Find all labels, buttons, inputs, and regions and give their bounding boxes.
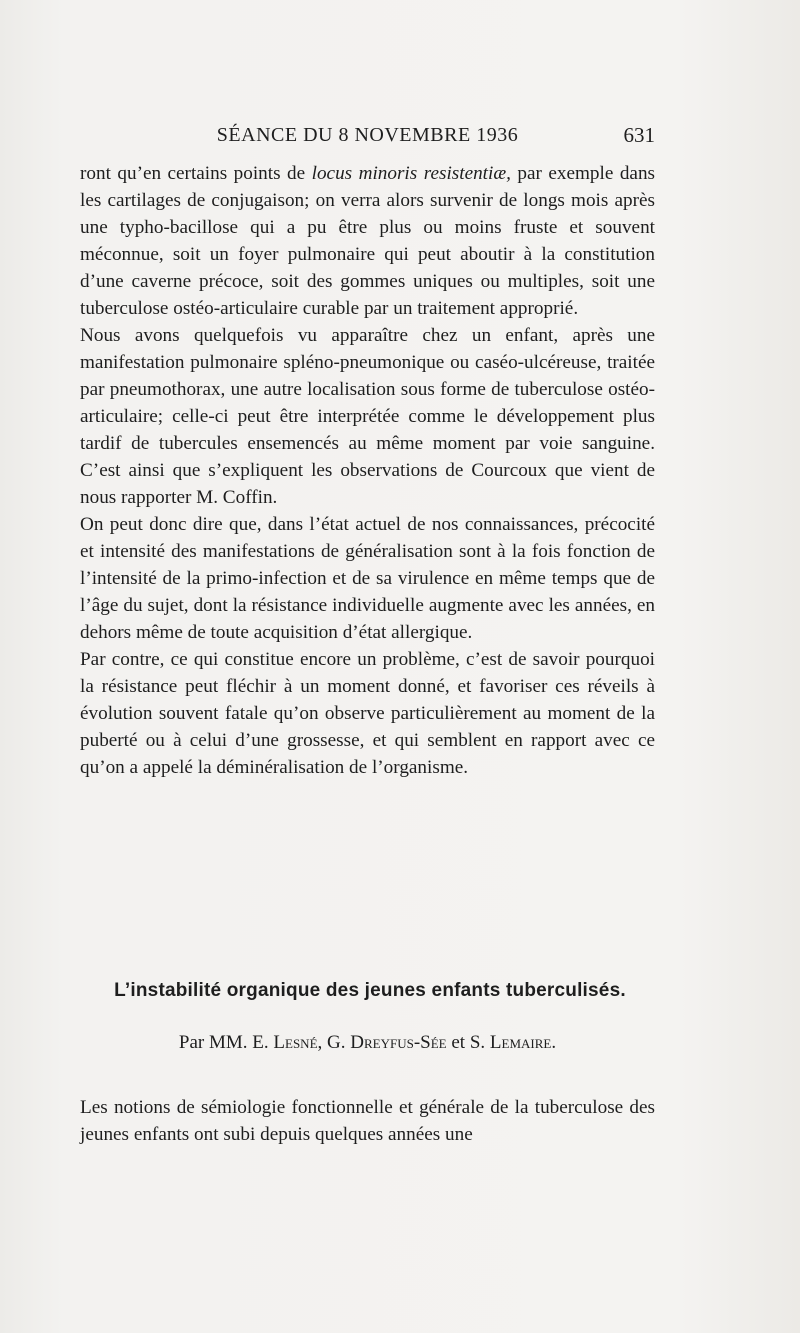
body-text — [80, 160, 655, 781]
article-opening — [80, 1094, 655, 1148]
byline-separator-1: , G. — [317, 1032, 351, 1053]
paragraph-4: Par contre, ce qui constitue encore un problème, c’est de savoir pourquoi la résistance peut fléchir à un moment donné, et favoriser ces réveils à évolution souvent fatale qu’on observe particulièrement au moment de la puberté ou à celui d’une grossesse, et qui semblent en rapport avec ce qu’on a appelé la déminéralisation de l’organisme. — [80, 649, 655, 778]
running-header — [80, 118, 655, 152]
author-lesne: Lesné — [273, 1032, 318, 1053]
paragraph-1 — [80, 160, 655, 322]
byline-end: . — [551, 1032, 557, 1053]
paragraph-3: On peut donc dire que, dans l’état actuel de nos connaissances, précocité et intensité des manifestations de généralisation sont à la fois fonction de l’intensité de la primo-infection et de sa virulence en même temps que de l’âge du sujet, dont la résistance individuelle augmente avec les années, en dehors même de toute acquisition d’état allergique. — [80, 514, 655, 643]
page-number: 631 — [623, 123, 655, 147]
byline-separator-2: et S. — [446, 1032, 490, 1053]
paragraph-1-rest: par exemple dans les cartilages de conjugaison; on verra alors survenir de longs mois après une typho-bacillose qui a pu être plus ou moins fruste et souvent méconnue, soit un foyer pulmonaire qui peut aboutir à la constitution d’une caverne précoce, soit des gommes uniques ou multiples, soit une tuberculose ostéo-articulaire curable par un traitement approprié. — [80, 163, 656, 319]
author-dreyfus-see: Dreyfus-Sée — [350, 1032, 447, 1053]
article-title: L’instabilité organique des jeunes enfants tuberculisés. — [114, 980, 626, 1001]
paragraph-2: Nous avons quelquefois vu apparaître chez un enfant, après une manifestation pulmonaire spléno-pneumonique ou caséo-ulcéreuse, traitée par pneumothorax, une autre localisation sous forme de tuberculose ostéo-articulaire; celle-ci peut être interprétée comme le développement plus tardif de tubercules ensemencés au même moment par voie sanguine. C’est ainsi que s’expliquent les observations de Courcoux que vient de nous rapporter M. Coffin. — [80, 325, 655, 508]
article-byline — [80, 1028, 655, 1058]
author-lemaire: Lemaire — [489, 1032, 552, 1053]
paragraph-1-start: ront qu’en certains points de — [80, 163, 312, 184]
article-opening-paragraph: Les notions de sémiologie fonctionnelle et générale de la tuberculose des jeunes enfants ont subi depuis quelques années une — [80, 1097, 655, 1145]
latin-phrase: locus minoris resistentiæ, — [311, 163, 511, 184]
running-title: SÉANCE DU 8 NOVEMBRE 1936 — [216, 124, 519, 146]
byline-prefix: Par MM. E. — [178, 1032, 274, 1053]
